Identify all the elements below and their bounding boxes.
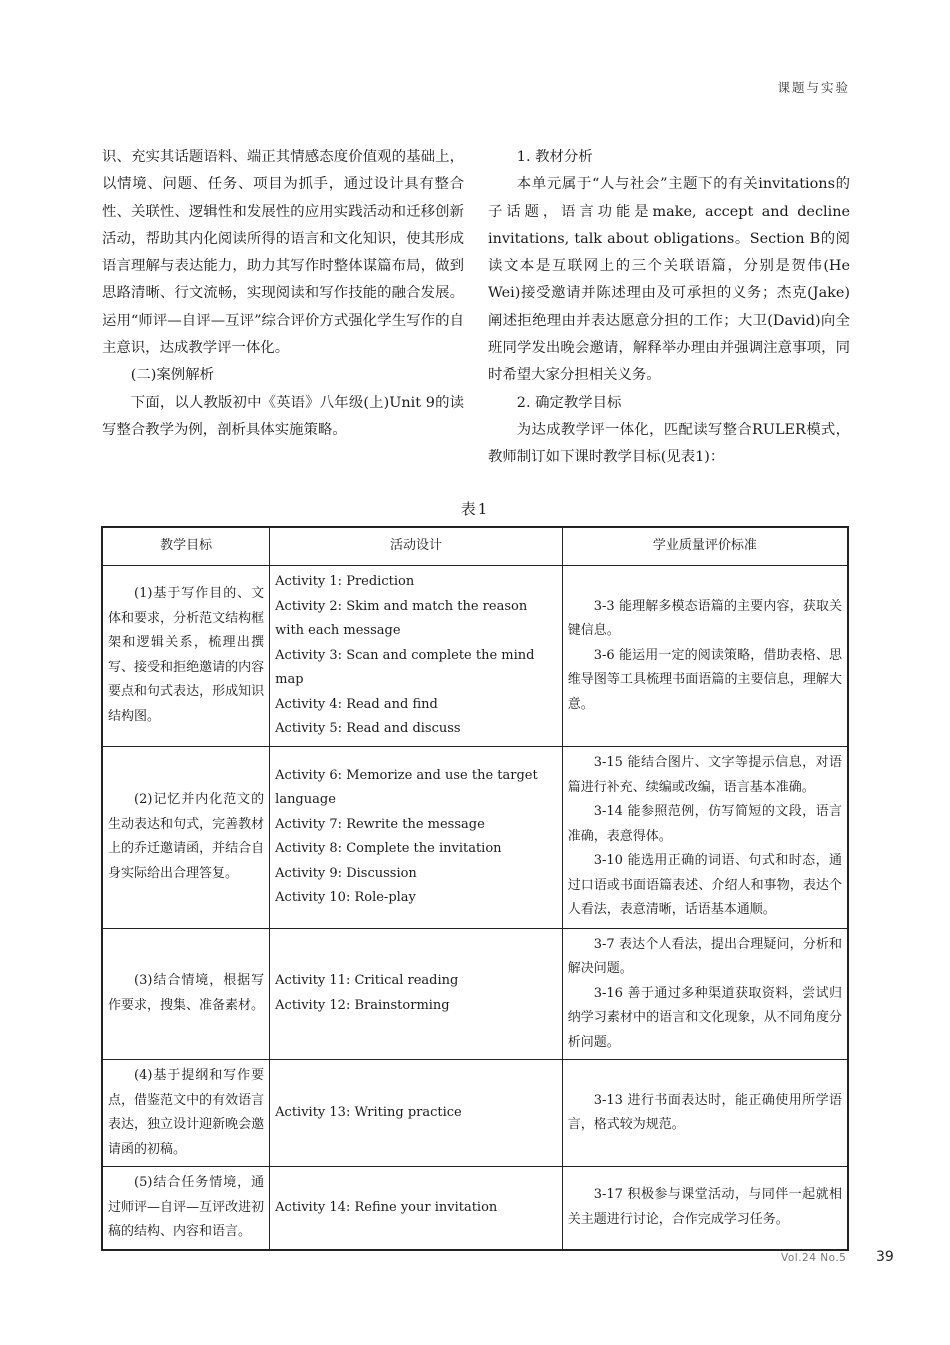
activity-item: Activity 3: Scan and complete the mind map: [275, 647, 535, 687]
activities-cell: [270, 1167, 563, 1250]
subheading-textbook-analysis: 1. 教材分析: [516, 149, 593, 165]
goal-cell: [102, 566, 270, 747]
goal-cell: [102, 928, 270, 1060]
activity-item: Activity 7: Rewrite the message: [275, 816, 485, 832]
goal-text: (3)结合情境，根据写作要求，搜集、准备素材。: [108, 973, 265, 1013]
table-row: [102, 1167, 848, 1250]
header-activity-design: 活动设计: [270, 527, 563, 566]
goal-text: (1)基于写作目的、文体和要求，分析范文结构框架和逻辑关系，梳理出撰写、接受和拒绝邀请的内容要点和句式表达，形成知识结构图。: [108, 586, 265, 724]
activities-cell: [270, 1060, 563, 1167]
activity-item: Activity 1: Prediction: [275, 574, 415, 589]
activity-item: Activity 6: Memorize and use the target language: [275, 767, 538, 807]
table-row: [102, 746, 848, 928]
standard-item: 3-7 表达个人看法，提出合理疑问，分析和解决问题。: [567, 936, 842, 976]
standards-cell: [562, 928, 848, 1060]
goal-cell: [102, 746, 270, 928]
table-row: [102, 1060, 848, 1167]
standards-cell: [562, 1167, 848, 1250]
standard-item: 3-10 能选用正确的词语、句式和时态，通过口语或书面语篇表述、介绍人和事物，表达个人看法，表意清晰，话语基本通顺。: [567, 853, 842, 918]
standards-cell: [562, 746, 848, 928]
header-teaching-goal: 教学目标: [102, 527, 270, 566]
footer-volume: Vol.24 No.5: [781, 1252, 847, 1264]
standards-cell: [562, 1060, 848, 1167]
activity-item: Activity 12: Brainstorming: [275, 997, 450, 1013]
activities-cell: [270, 566, 563, 747]
standard-item: 3-14 能参照范例，仿写简短的文段，语言准确，表意得体。: [567, 804, 842, 844]
activity-item: Activity 10: Role-play: [275, 890, 416, 905]
goal-text: (5)结合任务情境，通过师评—自评—互评改进初稿的结构、内容和语言。: [108, 1175, 265, 1239]
right-column: [488, 144, 850, 472]
activity-item: Activity 11: Critical reading: [275, 973, 459, 989]
right-paragraph-2: 为达成教学评一体化，匹配读写整合RULER模式，教师制订如下课时教学目标(见表1)：: [488, 421, 850, 466]
goal-text: (4)基于提纲和写作要点，借鉴范文中的有效语言表达，独立设计迎新晚会邀请函的初稿。: [108, 1068, 265, 1157]
activity-item: Activity 8: Complete the invitation: [275, 841, 502, 856]
standard-item: 3-13 进行书面表达时，能正确使用所学语言，格式较为规范。: [567, 1092, 842, 1132]
section-heading-case-analysis: (二)案例解析: [130, 367, 214, 384]
activity-item: Activity 4: Read and find: [275, 696, 438, 712]
standards-cell: [562, 566, 848, 747]
activity-item: Activity 13: Writing practice: [275, 1104, 462, 1120]
table-header-row: [102, 527, 848, 566]
activities-cell: [270, 746, 563, 928]
standard-item: 3-15 能结合图片、文字等提示信息，对语篇进行补充、续编或改编，语言基本准确。: [567, 755, 842, 795]
running-head: 课题与实验: [777, 80, 850, 95]
right-paragraph-1: 本单元属于“人与社会”主题下的有关invitations的子话题，语言功能是make, accept and decline invitations, talk about obligations。Section B的阅读文本是互联网上的三个关联语篇，分别是贺伟(He Wei)接受邀请并陈述理由及可承担的义务；杰克(Jake)阐述拒绝理由并表达愿意分担的工作；大卫(David)向全班同学发出晚会邀请，解释举办理由并强调注意事项，同时希望大家分担相关义务。: [488, 176, 850, 384]
left-paragraph-2: 下面，以人教版初中《英语》八年级(上)Unit 9的读写整合教学为例，剖析具体实施策略。: [102, 394, 464, 438]
standard-item: 3-17 积极参与课堂活动，与同伴一起就相关主题进行讨论，合作完成学习任务。: [567, 1187, 842, 1227]
activity-item: Activity 9: Discussion: [275, 865, 417, 881]
table-caption: 表1: [460, 500, 490, 518]
left-column: [102, 144, 464, 444]
subheading-teaching-goals: 2. 确定教学目标: [516, 394, 622, 411]
activity-item: Activity 2: Skim and match the reason with each message: [275, 598, 528, 638]
standard-item: 3-6 能运用一定的阅读策略，借助表格、思维导图等工具梳理书面语篇的主要信息，理解大意。: [567, 647, 842, 712]
page-number: 39: [876, 1249, 894, 1265]
activity-item: Activity 5: Read and discuss: [275, 721, 461, 736]
goal-cell: [102, 1167, 270, 1250]
header-quality-standard: 学业质量评价标准: [562, 527, 848, 566]
activity-item: Activity 14: Refine your invitation: [275, 1199, 498, 1215]
table-row: [102, 928, 848, 1060]
teaching-goals-table: [101, 526, 849, 1251]
standard-item: 3-3 能理解多模态语篇的主要内容，获取关键信息。: [567, 598, 842, 638]
goal-text: (2)记忆并内化范文的生动表达和句式，完善教材上的乔迁邀请函，并结合自身实际给出合理答复。: [108, 792, 265, 881]
table-row: [102, 566, 848, 747]
left-paragraph-1: 识、充实其话题语料、端正其情感态度价值观的基础上，以情境、问题、任务、项目为抓手，通过设计具有整合性、关联性、逻辑性和发展性的应用实践活动和迁移创新活动，帮助其内化阅读所得的语言和文化知识，使其形成语言理解与表达能力，助力其写作时整体谋篇布局，做到思路清晰、行文流畅，实现阅读和写作技能的融合发展。运用“师评—自评—互评”综合评价方式强化学生写作的自主意识，达成教学评一体化。: [102, 149, 464, 357]
activities-cell: [270, 928, 563, 1060]
goal-cell: [102, 1060, 270, 1167]
standard-item: 3-16 善于通过多种渠道获取资料，尝试归纳学习素材中的语言和文化现象，从不同角度分析问题。: [567, 985, 842, 1050]
